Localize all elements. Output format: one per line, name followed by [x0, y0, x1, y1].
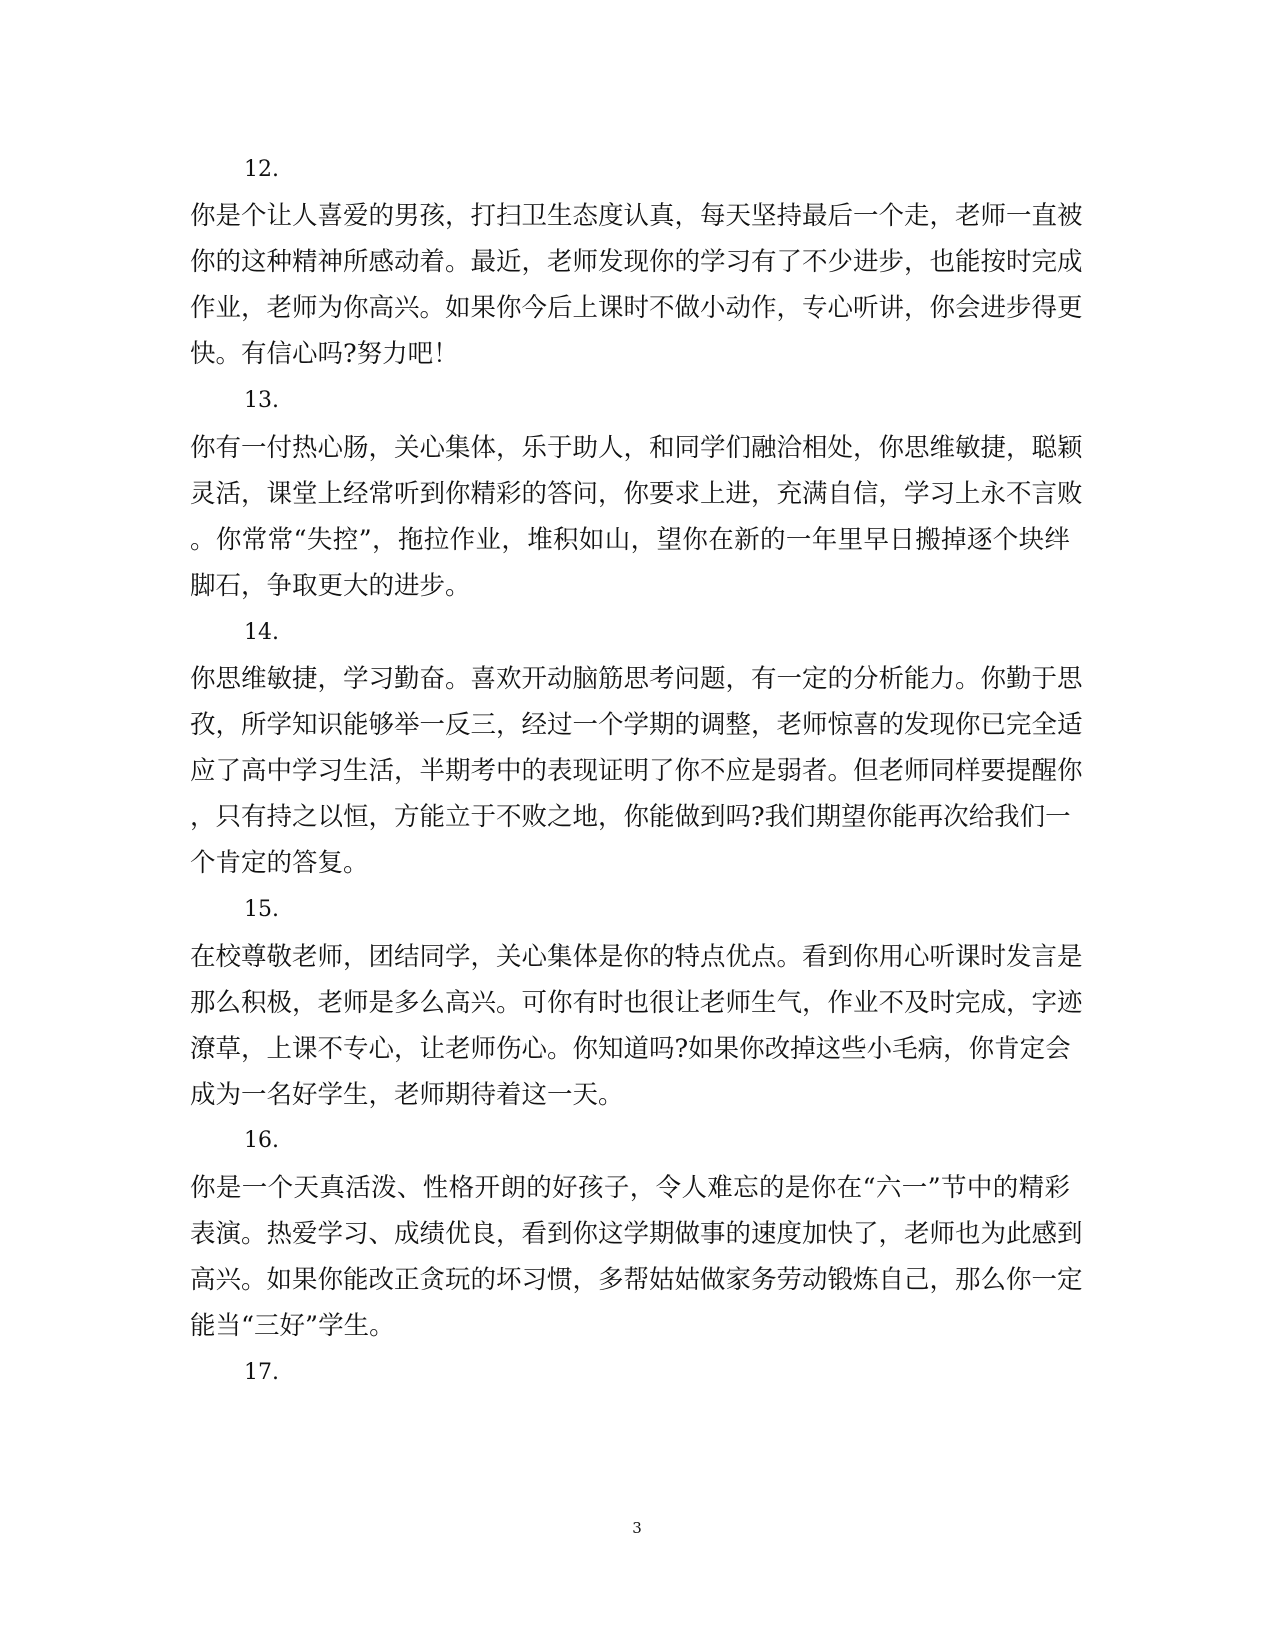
paragraph-line: 孜，所学知识能够举一反三，经过一个学期的调整，老师惊喜的发现你已完全适 [190, 710, 1083, 740]
paragraph-line: 那么积极，老师是多么高兴。可你有时也很让老师生气，作业不及时完成，字迹 [190, 988, 1083, 1018]
page-number: 3 [632, 1519, 642, 1537]
paragraph-line: 快。有信心吗?努力吧！ [190, 339, 459, 369]
section-number: 13. [244, 388, 279, 413]
paragraph-line: ，只有持之以恒，方能立于不败之地，你能做到吗?我们期望你能再次给我们一 [190, 802, 1071, 832]
section-number: 17. [244, 1360, 279, 1385]
paragraph-line: 你思维敏捷，学习勤奋。喜欢开动脑筋思考问题，有一定的分析能力。你勤于思 [190, 664, 1083, 694]
paragraph-line: 你是个让人喜爱的男孩，打扫卫生态度认真，每天坚持最后一个走，老师一直被 [190, 201, 1083, 231]
paragraph-line: 成为一名好学生，老师期待着这一天。 [190, 1080, 624, 1110]
section-number: 15. [244, 897, 279, 922]
paragraph-line: 你是一个天真活泼、性格开朗的好孩子，令人难忘的是你在“六一”节中的精彩 [190, 1173, 1070, 1203]
paragraph-line: 个肯定的答复。 [190, 848, 369, 878]
section-number: 16. [244, 1128, 279, 1153]
paragraph-line: 脚石，争取更大的进步。 [190, 571, 471, 601]
section-number: 12. [244, 157, 279, 182]
paragraph-line: 能当“三好”学生。 [190, 1311, 395, 1341]
paragraph-line: 灵活，课堂上经常听到你精彩的答问，你要求上进，充满自信，学习上永不言败 [190, 479, 1083, 509]
paragraph-line: 表演。热爱学习、成绩优良，看到你这学期做事的速度加快了，老师也为此感到 [190, 1219, 1083, 1249]
paragraph-line: 应了高中学习生活，半期考中的表现证明了你不应是弱者。但老师同样要提醒你 [190, 756, 1083, 786]
paragraph-line: 在校尊敬老师，团结同学，关心集体是你的特点优点。看到你用心听课时发言是 [190, 942, 1083, 972]
paragraph-line: 作业，老师为你高兴。如果你今后上课时不做小动作，专心听讲，你会进步得更 [190, 293, 1083, 323]
paragraph-line: 潦草，上课不专心，让老师伤心。你知道吗?如果你改掉这些小毛病，你肯定会 [190, 1034, 1071, 1064]
section-number: 14. [244, 620, 279, 645]
paragraph-line: 你的这种精神所感动着。最近，老师发现你的学习有了不少进步，也能按时完成 [190, 247, 1083, 277]
paragraph-line: 你有一付热心肠，关心集体，乐于助人，和同学们融洽相处，你思维敏捷，聪颖 [190, 433, 1083, 463]
paragraph-line: 。你常常“失控”，拖拉作业，堆积如山，望你在新的一年里早日搬掉逐个块绊 [190, 525, 1070, 555]
paragraph-line: 高兴。如果你能改正贪玩的坏习惯，多帮姑姑做家务劳动锻炼自己，那么你一定 [190, 1265, 1083, 1295]
